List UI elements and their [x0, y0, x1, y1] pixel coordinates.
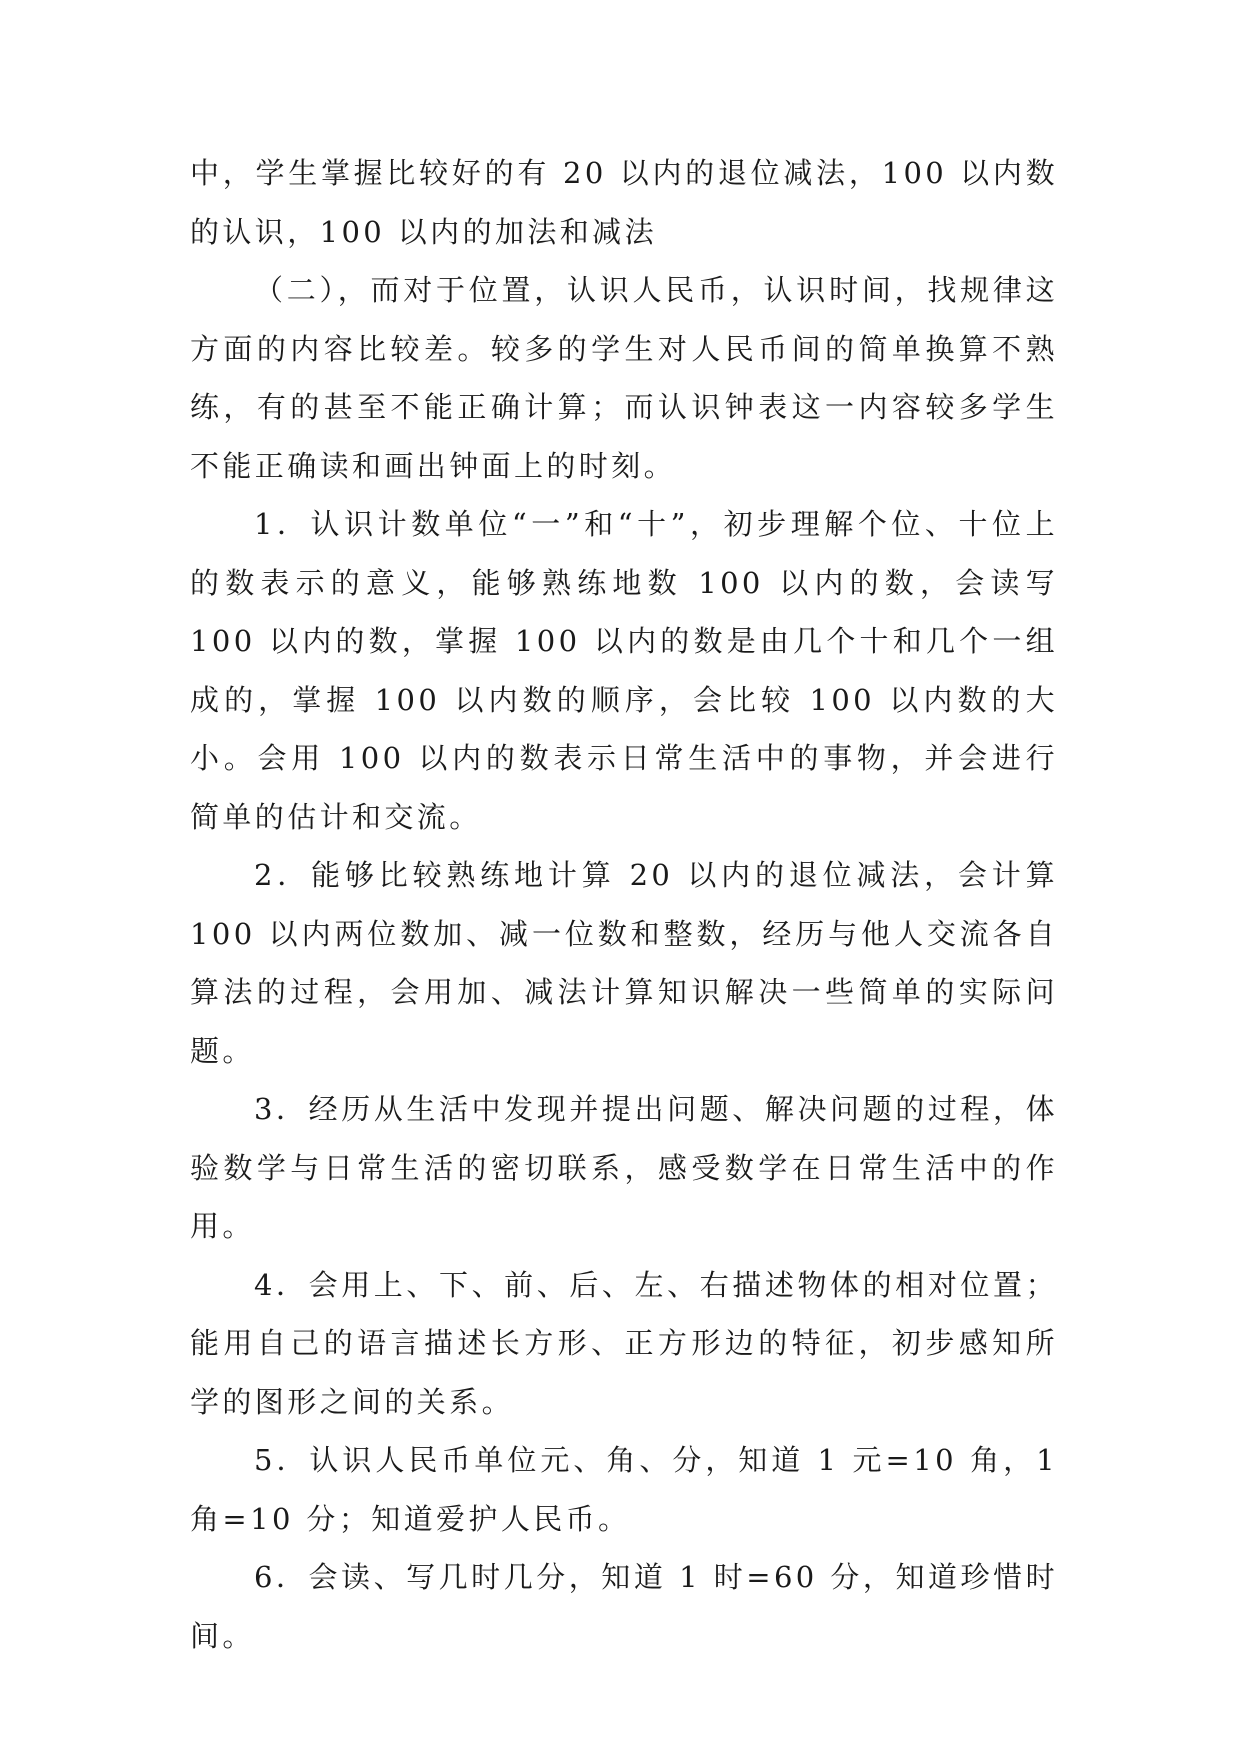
paragraph-item-3: 3．经历从生活中发现并提出问题、解决问题的过程，体验数学与日常生活的密切联系，感受数学在日常生活中的作用。: [190, 1092, 1058, 1243]
document-body: [190, 144, 1058, 1665]
paragraph-item-6: 6．会读、写几时几分，知道 1 时=60 分，知道珍惜时间。: [190, 1560, 1058, 1653]
paragraph-item-1: 1．认识计数单位“一”和“十”，初步理解个位、十位上的数表示的意义，能够熟练地数 100 以内的数，会读写 100 以内的数，掌握 100 以内的数是由几个十和几个一组成的，掌握 100 以内数的顺序，会比较 100 以内数的大小。会用 100 以内的数表示日常生活中的事物，并会进行简单的估计和交流。: [190, 507, 1058, 834]
paragraph-continuation: 中，学生掌握比较好的有 20 以内的退位减法，100 以内数的认识，100 以内的加法和减法: [190, 156, 1058, 249]
paragraph-item-2: 2．能够比较熟练地计算 20 以内的退位减法，会计算 100 以内两位数加、减一位数和整数，经历与他人交流各自算法的过程，会用加、减法计算知识解决一些简单的实际问题。: [190, 858, 1058, 1068]
paragraph-section-two: （二），而对于位置，认识人民币，认识时间，找规律这方面的内容比较差。较多的学生对人民币间的简单换算不熟练，有的甚至不能正确计算；而认识钟表这一内容较多学生不能正确读和画出钟面上的时刻。: [190, 273, 1058, 483]
paragraph-item-4: 4．会用上、下、前、后、左、右描述物体的相对位置；能用自己的语言描述长方形、正方形边的特征，初步感知所学的图形之间的关系。: [190, 1267, 1058, 1419]
paragraph-item-5: 5．认识人民币单位元、角、分，知道 1 元=10 角，1 角=10 分；知道爱护人民币。: [190, 1443, 1058, 1536]
